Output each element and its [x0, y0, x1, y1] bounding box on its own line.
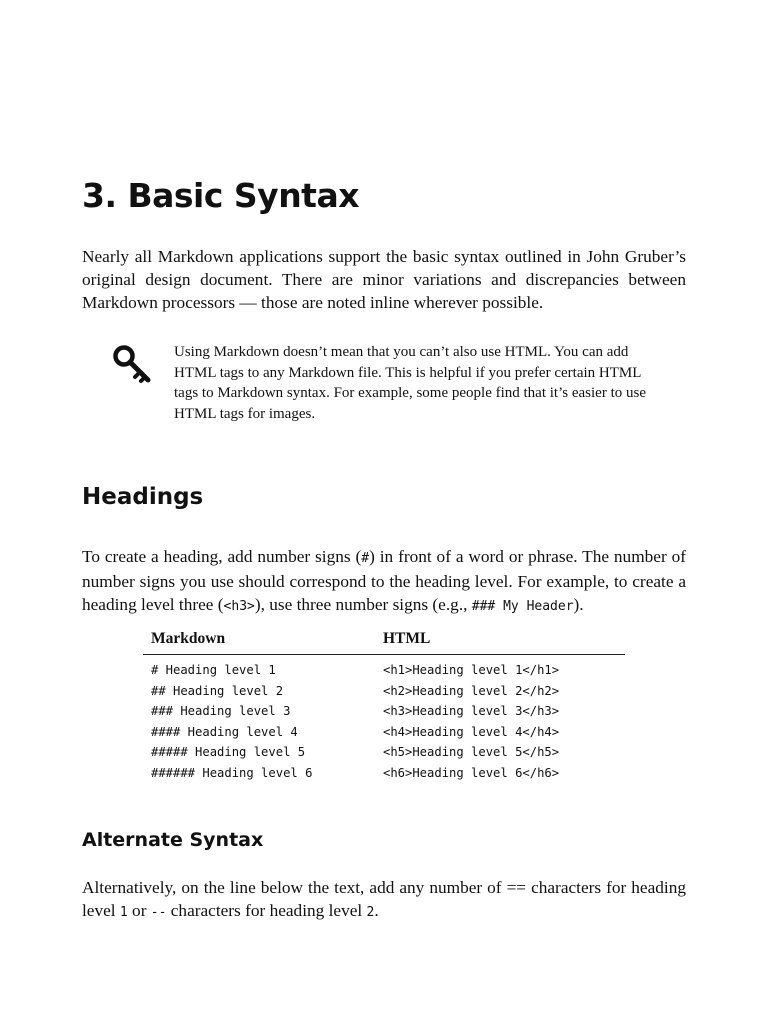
table-header: [143, 626, 625, 655]
headings-para-text-4: ).: [573, 595, 584, 614]
headings-title: Headings: [82, 484, 204, 510]
alt-para-text-4: .: [374, 901, 379, 920]
key-icon: [112, 342, 156, 386]
table-row: [143, 702, 625, 723]
table-row: [143, 682, 625, 703]
headings-para-code-1: #: [361, 551, 370, 566]
headings-para-code-3: ### My Header: [471, 599, 574, 614]
alt-para-code-1: 1: [119, 905, 128, 920]
column-header-markdown: Markdown: [151, 630, 226, 647]
tip-box: [112, 342, 657, 432]
alt-para-text-3: characters for heading level: [166, 901, 367, 920]
headings-paragraph: [82, 545, 686, 618]
headings-para-text-3: ), use three number signs (e.g.,: [254, 595, 472, 614]
cell-html: <h1>Heading level 1</h1>: [383, 663, 560, 677]
cell-markdown: # Heading level 1: [151, 663, 276, 677]
cell-html: <h6>Heading level 6</h6>: [383, 765, 560, 780]
alt-para-code-3: 2: [366, 905, 375, 920]
cell-markdown: ### Heading level 3: [151, 704, 291, 719]
table-row: [143, 661, 625, 682]
table-row: [143, 723, 625, 744]
alternate-syntax-title: Alternate Syntax: [82, 829, 264, 851]
intro-paragraph: Nearly all Markdown applications support the basic syntax outlined in John Gruber’s original design document. There are minor variations and discrepancies between Markdown processors — those are noted inline wherever possible.: [82, 247, 686, 312]
alt-para-code-2: --: [150, 905, 167, 920]
alt-para-text-1: Alternatively, on the line below the text, add any number of == characters for heading level: [82, 878, 686, 920]
headings-table: [143, 626, 625, 785]
headings-para-text-2: ) in front of a word or phrase. The number of number signs you use should correspond to the heading level. For example, to create a heading level three (: [82, 547, 686, 614]
table-row: [143, 743, 625, 764]
headings-para-text-1: To create a heading, add number signs (: [82, 547, 362, 566]
cell-html: <h4>Heading level 4</h4>: [383, 724, 560, 739]
table-body: [143, 655, 625, 785]
cell-html: <h5>Heading level 5</h5>: [383, 745, 560, 760]
cell-html: <h3>Heading level 3</h3>: [383, 704, 560, 719]
chapter-title: 3. Basic Syntax: [82, 176, 360, 215]
table-row: [143, 764, 625, 785]
column-header-html: HTML: [383, 630, 431, 647]
cell-markdown: ##### Heading level 5: [151, 745, 306, 760]
tip-text: Using Markdown doesn’t mean that you can’t also use HTML. You can add HTML tags to any Markdown file. This is helpful if you prefer certain HTML tags to Markdown syntax. For example, some people find that it’s easier to use HTML tags for images.: [174, 344, 646, 423]
cell-markdown: #### Heading level 4: [151, 724, 298, 739]
cell-html: <h2>Heading level 2</h2>: [383, 683, 560, 698]
cell-markdown: ## Heading level 2: [151, 683, 284, 698]
alternate-syntax-paragraph: [82, 876, 686, 924]
cell-markdown: ###### Heading level 6: [151, 765, 313, 780]
alt-para-text-2: or: [127, 901, 151, 920]
headings-para-code-2: <h3>: [223, 599, 255, 614]
